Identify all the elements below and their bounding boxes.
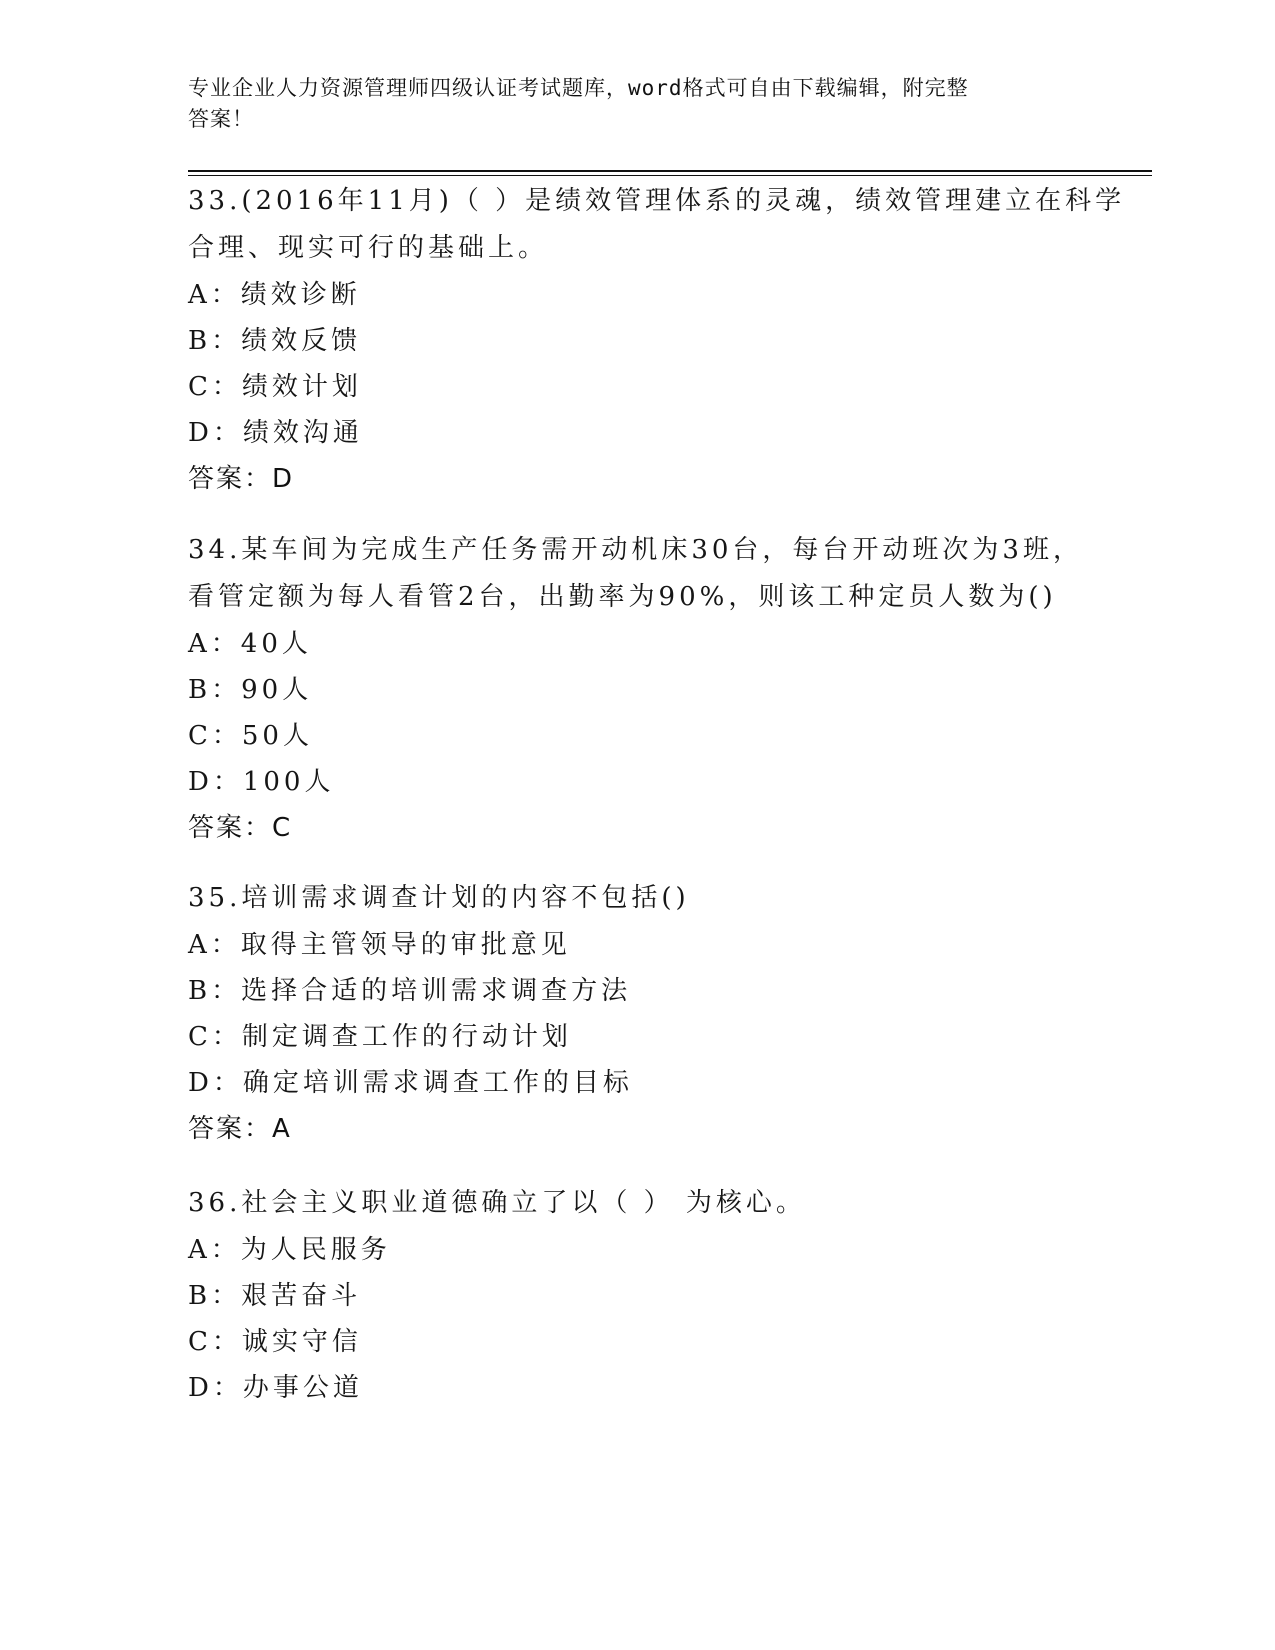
question-36 bbox=[188, 1180, 1148, 1411]
question-stem bbox=[188, 178, 1148, 272]
stem-line: 34.某车间为完成生产任务需开动机床30台，每台开动班次为3班， bbox=[188, 535, 1083, 565]
option-d: D：100人 bbox=[188, 767, 335, 797]
header-divider-top bbox=[188, 170, 1152, 172]
option-b: B：90人 bbox=[188, 675, 313, 705]
option-a: A：绩效诊断 bbox=[188, 280, 361, 310]
question-stem bbox=[188, 875, 1148, 922]
answer: 答案：C bbox=[188, 813, 293, 843]
stem-line: 看管定额为每人看管2台，出勤率为90%，则该工种定员人数为() bbox=[188, 582, 1057, 612]
stem-line: 35.培训需求调查计划的内容不包括() bbox=[188, 883, 690, 913]
question-34 bbox=[188, 527, 1148, 851]
question-33 bbox=[188, 178, 1148, 502]
option-d: D：办事公道 bbox=[188, 1373, 363, 1403]
option-c: C：绩效计划 bbox=[188, 372, 362, 402]
question-stem bbox=[188, 1180, 1148, 1227]
option-b: B：选择合适的培训需求调查方法 bbox=[188, 976, 632, 1006]
option-c: C：制定调查工作的行动计划 bbox=[188, 1022, 572, 1052]
option-a: A：40人 bbox=[188, 629, 312, 659]
option-d: D：绩效沟通 bbox=[188, 418, 363, 448]
option-b: B：绩效反馈 bbox=[188, 326, 362, 356]
stem-line: 合理、现实可行的基础上。 bbox=[188, 233, 549, 263]
document-header bbox=[188, 73, 1078, 135]
question-stem bbox=[188, 527, 1148, 621]
option-c: C：诚实守信 bbox=[188, 1327, 362, 1357]
option-c: C：50人 bbox=[188, 721, 313, 751]
option-a: A：取得主管领导的审批意见 bbox=[188, 930, 571, 960]
header-line-2: 答案！ bbox=[188, 107, 254, 131]
header-divider-bottom bbox=[188, 175, 1152, 176]
answer: 答案：D bbox=[188, 464, 295, 494]
option-d: D：确定培训需求调查工作的目标 bbox=[188, 1068, 633, 1098]
option-a: A：为人民服务 bbox=[188, 1235, 391, 1265]
option-b: B：艰苦奋斗 bbox=[188, 1281, 362, 1311]
question-35 bbox=[188, 875, 1148, 1152]
stem-line: 33.(2016年11月)（ ）是绩效管理体系的灵魂，绩效管理建立在科学 bbox=[188, 186, 1126, 216]
answer: 答案：A bbox=[188, 1114, 292, 1144]
header-line-1: 专业企业人力资源管理师四级认证考试题库，word格式可自由下载编辑，附完整 bbox=[188, 76, 969, 100]
stem-line: 36.社会主义职业道德确立了以（ ） 为核心。 bbox=[188, 1188, 806, 1218]
